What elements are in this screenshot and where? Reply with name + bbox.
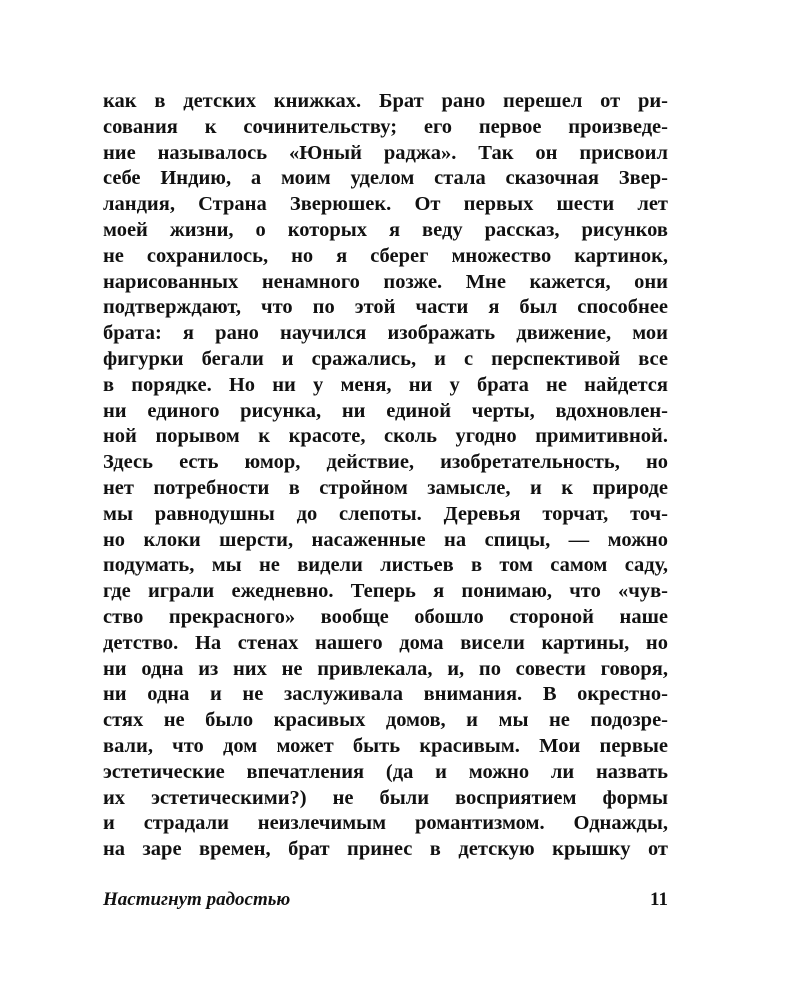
text-line: где играли ежедневно. Теперь я понимаю, что «чув-: [103, 580, 668, 603]
text-line: ство прекрасного» вообще обошло стороной наше: [103, 605, 668, 628]
text-line: ной порывом к красоте, сколь угодно примитивной.: [103, 425, 668, 448]
text-line: ни одна из них не привлекала, и, по совести говоря,: [103, 657, 668, 680]
text-line: на заре времен, брат принес в детскую крышку от: [103, 838, 668, 861]
text-line: эстетические впечатления (да и можно ли назвать: [103, 760, 668, 783]
text-line: их эстетическими?) не были восприятием формы: [103, 786, 668, 809]
text-line: и страдали неизлечимым романтизмом. Однажды,: [103, 812, 668, 835]
text-line: ние называлось «Юный раджа». Так он присвоил: [103, 141, 668, 164]
text-line: нарисованных ненамного позже. Мне кажется, они: [103, 270, 668, 293]
text-line: Здесь есть юмор, действие, изобретательность, но: [103, 451, 668, 474]
text-line: но клоки шерсти, насаженные на спицы, — можно: [103, 528, 668, 551]
page-footer: [103, 885, 668, 915]
running-title: Настигнут радостью: [103, 889, 291, 910]
text-line: вали, что дом может быть красивым. Мои первые: [103, 734, 668, 757]
text-line: нет потребности в стройном замысле, и к природе: [103, 476, 668, 499]
text-line: моей жизни, о которых я веду рассказ, рисунков: [103, 218, 668, 241]
page-number: 11: [650, 889, 668, 910]
text-line: ландия, Страна Зверюшек. От первых шести лет: [103, 193, 668, 216]
text-line: не сохранилось, но я сберег множество картинок,: [103, 244, 668, 267]
text-line: фигурки бегали и сражались, и с перспективой все: [103, 347, 668, 370]
body-text: [103, 89, 668, 863]
text-line: в порядке. Но ни у меня, ни у брата не найдется: [103, 373, 668, 396]
text-line: стях не было красивых домов, и мы не подозре-: [103, 709, 668, 732]
text-line: ни единого рисунка, ни единой черты, вдохновлен-: [103, 399, 668, 422]
text-line: сования к сочинительству; его первое произведе-: [103, 115, 668, 138]
text-line: брата: я рано научился изображать движение, мои: [103, 322, 668, 345]
text-line: детство. На стенах нашего дома висели картины, но: [103, 631, 668, 654]
text-line: подтверждают, что по этой части я был способнее: [103, 296, 668, 319]
text-line: себе Индию, а моим уделом стала сказочная Звер-: [103, 167, 668, 190]
text-line: подумать, мы не видели листьев в том самом саду,: [103, 554, 668, 577]
text-line: мы равнодушны до слепоты. Деревья торчат, точ-: [103, 502, 668, 525]
text-line: как в детских книжках. Брат рано перешел от ри-: [103, 90, 668, 112]
text-line: ни одна и не заслуживала внимания. В окрестно-: [103, 683, 668, 706]
